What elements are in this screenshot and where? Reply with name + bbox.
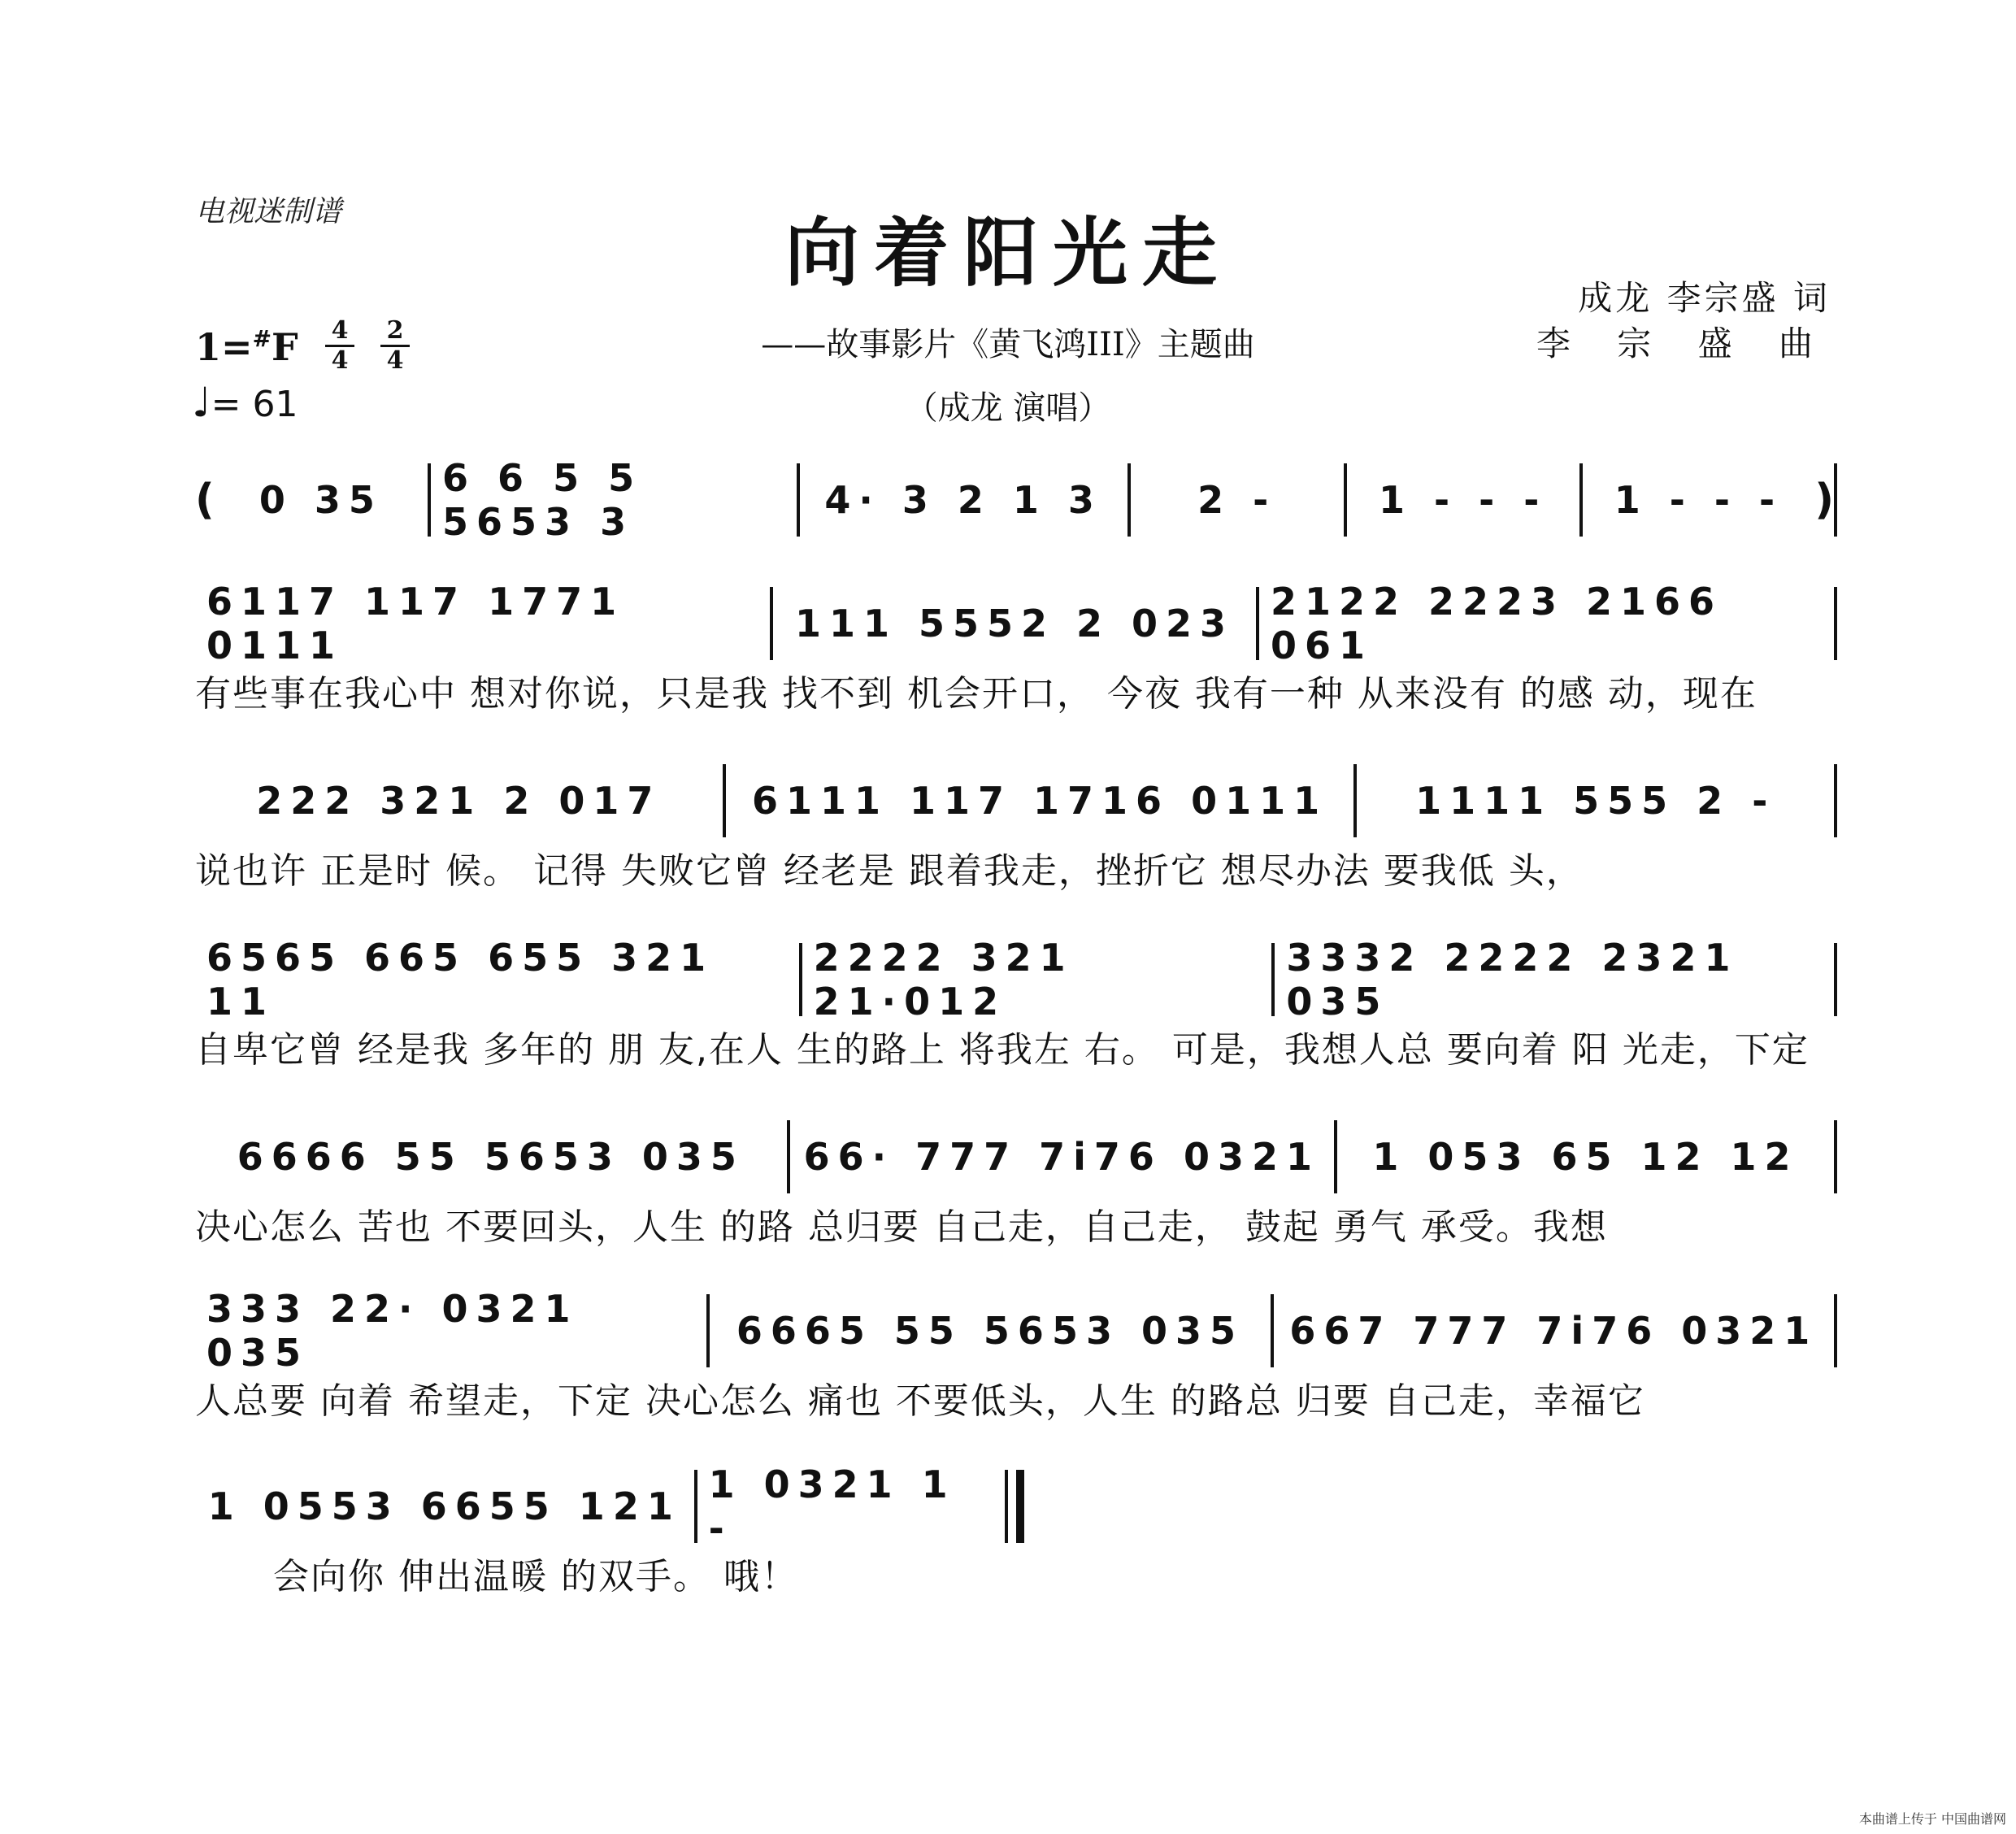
measure: 1 - - - bbox=[1379, 478, 1548, 522]
measure: 6111 117 1716 0111 bbox=[751, 779, 1328, 823]
barline bbox=[1834, 943, 1837, 1016]
measure: 1 0553 6655 121 bbox=[207, 1484, 681, 1528]
notation-row bbox=[195, 1462, 1024, 1550]
notation-row bbox=[195, 764, 1837, 837]
lyrics-line: 说也许 正是时 候。 记得 失败它曾 经老是 跟着我走，挫折它 想尽办法 要我低 头， bbox=[195, 850, 1584, 892]
time-signature-2-4: 2 4 bbox=[380, 319, 410, 373]
lyrics-line: 有些事在我心中 想对你说，只是我 找不到 机会开口， 今夜 我有一种 从来没有 的感 动，现在 bbox=[195, 673, 1757, 715]
sharp-sign: # bbox=[252, 325, 272, 353]
composer-credit: 李 宗 盛 曲 bbox=[1536, 324, 1831, 363]
notation-row bbox=[195, 936, 1837, 1023]
barline bbox=[1834, 587, 1837, 660]
measure: 6 6 5 5 5653 3 bbox=[442, 456, 643, 544]
barline bbox=[1834, 764, 1837, 837]
measure: 2 - bbox=[1197, 478, 1277, 522]
measure: 6565 665 655 321 11 bbox=[206, 936, 715, 1023]
key-prefix: 1= bbox=[195, 325, 253, 369]
lyricist-credit: 成龙 李宗盛 词 bbox=[1578, 278, 1831, 318]
measure: 2222 321 21·012 bbox=[813, 936, 1074, 1023]
measure: 333 22· 0321 035 bbox=[206, 1287, 579, 1375]
barline bbox=[1834, 463, 1837, 537]
song-subtitle: ——故事影片《黄飞鸿III》主题曲 bbox=[761, 326, 1255, 363]
measure: 4· 3 2 1 3 bbox=[824, 478, 1102, 522]
open-parenthesis: ( bbox=[195, 476, 215, 524]
tempo-value: = 61 bbox=[211, 384, 298, 425]
measure: 66· 777 7i76 0321 bbox=[803, 1135, 1320, 1179]
arranger-credit: 电视迷制谱 bbox=[195, 195, 342, 228]
barline bbox=[1834, 1120, 1837, 1193]
source-watermark: 本曲谱上传于 中国曲谱网 bbox=[1858, 1811, 2006, 1827]
lyrics-line: 自卑它曾 经是我 多年的 朋 友,在人 生的路上 将我左 右。 可是，我想人总 要向着 阳 光走，下定 bbox=[195, 1029, 1810, 1071]
notation-row bbox=[195, 1287, 1837, 1375]
measure: 6665 55 5653 035 bbox=[736, 1309, 1244, 1353]
key-signature bbox=[195, 325, 298, 369]
measure: 6117 117 1771 0111 bbox=[206, 580, 625, 667]
measure: 1 053 65 12 12 bbox=[1372, 1135, 1799, 1179]
tempo-marking bbox=[192, 379, 298, 426]
lyrics-line: 会向你 伸出温暖 的双手。 哦！ bbox=[273, 1556, 798, 1597]
quarter-note-icon: ♩ bbox=[192, 379, 211, 426]
measure: 3332 2222 2321 035 bbox=[1286, 936, 1739, 1023]
lyrics-line: 人总要 向着 希望走，下定 决心怎么 痛也 不要低头，人生 的路总 归要 自己走，幸福它 bbox=[195, 1380, 1645, 1422]
barline bbox=[1834, 1294, 1837, 1367]
key-note: F bbox=[272, 325, 298, 369]
song-title: 向着阳光走 bbox=[784, 209, 1232, 297]
time-signature-4-4: 4 4 bbox=[325, 319, 354, 373]
measure: 1 - - - bbox=[1614, 478, 1784, 522]
measure: 1 0321 1 - bbox=[708, 1462, 956, 1550]
singer-credit: （成龙 演唱） bbox=[905, 389, 1111, 427]
close-parenthesis: ) bbox=[1814, 476, 1834, 524]
notation-row bbox=[195, 456, 1837, 544]
final-barline bbox=[1005, 1470, 1024, 1543]
measure: 1111 555 2 - bbox=[1415, 779, 1776, 823]
notation-row bbox=[195, 580, 1837, 667]
measure: 2122 2223 2166 061 bbox=[1270, 580, 1723, 667]
measure: 222 321 2 017 bbox=[256, 779, 662, 823]
lyrics-line: 决心怎么 苦也 不要回头，人生 的路 总归要 自己走，自己走， 鼓起 勇气 承受。我想 bbox=[195, 1206, 1608, 1248]
measure: 111 5552 2 023 bbox=[794, 602, 1235, 645]
measure: 6666 55 5653 035 bbox=[237, 1135, 745, 1179]
measure: 0 35 bbox=[259, 478, 383, 522]
notation-row bbox=[195, 1120, 1837, 1193]
measure: 667 777 7i76 0321 bbox=[1289, 1309, 1818, 1353]
